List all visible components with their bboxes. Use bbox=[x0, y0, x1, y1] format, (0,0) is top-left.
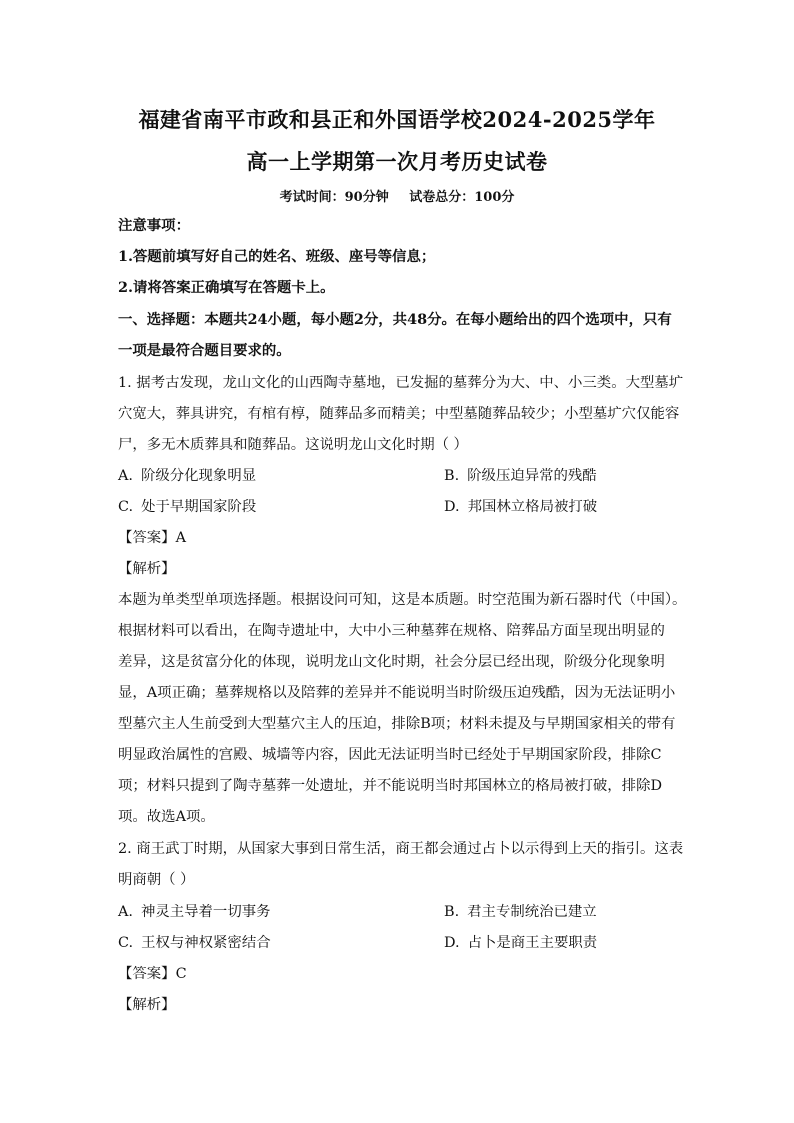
q1-analysis-heading: 【解析】 bbox=[118, 561, 176, 577]
option-label: B. bbox=[444, 468, 460, 484]
q1-stem-line: 1. 据考古发现，龙山文化的山西陶寺墓地，已发掘的墓葬分为大、中、小三类。大型墓圹 bbox=[118, 375, 684, 391]
exam-title-line2: 高一上学期第一次月考历史试卷 bbox=[246, 149, 548, 174]
section-heading-cont: 一项是最符合题目要求的。 bbox=[118, 342, 291, 359]
q2-option-a bbox=[118, 902, 271, 922]
q1-stem-line: 穴宽大，葬具讲究，有棺有椁，随葬品多而精美；中型墓随葬品较少；小型墓圹穴仅能容 bbox=[118, 406, 680, 422]
q1-analysis-line: 型墓穴主人生前受到大型墓穴主人的压迫，排除B项；材料未提及与早期国家相关的带有 bbox=[118, 716, 676, 732]
q2-stem-line: 2. 商王武丁时期，从国家大事到日常生活，商王都会通过占卜以示得到上天的指引。这表 bbox=[118, 841, 684, 857]
q2-answer: 【答案】C bbox=[118, 966, 187, 982]
exam-title-line1: 福建省南平市政和县正和外国语学校2024-2025学年 bbox=[138, 107, 656, 132]
q1-answer: 【答案】A bbox=[118, 530, 186, 546]
q1-option-a bbox=[118, 466, 256, 486]
option-label: D. bbox=[444, 935, 460, 951]
option-label: A. bbox=[118, 904, 133, 920]
q2-option-b bbox=[444, 902, 597, 922]
option-label: D. bbox=[444, 499, 460, 515]
option-text: 处于早期国家阶段 bbox=[141, 499, 257, 515]
option-text: 君主专制统治已建立 bbox=[467, 904, 597, 920]
q1-analysis-line: 显，A项正确；墓葬规格以及陪葬的差异并不能说明当时阶级压迫残酷，因为无法证明小 bbox=[118, 685, 676, 701]
option-text: 邦国林立格局被打破 bbox=[467, 499, 598, 515]
q1-stem-line: 尸，多无木质葬具和随葬品。这说明龙山文化时期（ ） bbox=[118, 437, 468, 453]
q1-analysis-line: 根据材料可以看出，在陶寺遗址中，大中小三种墓葬在规格、陪葬品方面呈现出明显的 bbox=[118, 623, 665, 639]
option-text: 阶级压迫异常的残酷 bbox=[467, 468, 597, 484]
notice-heading: 注意事项： bbox=[118, 217, 190, 234]
q1-analysis-line: 项；材料只提到了陶寺墓葬一处遗址，并不能说明当时邦国林立的格局被打破，排除D bbox=[118, 778, 662, 794]
q2-analysis-heading: 【解析】 bbox=[118, 997, 176, 1013]
exam-time: 考试时间：90分钟 bbox=[279, 190, 389, 205]
option-text: 阶级分化现象明显 bbox=[140, 468, 257, 484]
q2-stem-line: 明商朝（ ） bbox=[118, 872, 195, 888]
section-heading: 一、选择题：本题共24小题，每小题2分，共48分。在每小题给出的四个选项中，只有 bbox=[118, 311, 672, 328]
exam-meta bbox=[0, 186, 794, 205]
total-score: 试卷总分：100分 bbox=[409, 190, 515, 205]
q2-option-d bbox=[444, 933, 597, 953]
q1-option-b bbox=[444, 466, 597, 486]
q1-analysis-line: 本题为单类型单项选择题。根据设问可知，这是本质题。时空范围为新石器时代（中国）。 bbox=[118, 592, 687, 608]
q1-analysis-line: 差异，这是贫富分化的体现，说明龙山文化时期，社会分层已经出现，阶级分化现象明 bbox=[118, 654, 665, 670]
notice-item: 1.答题前填写好自己的姓名、班级、座号等信息； bbox=[118, 248, 436, 265]
q1-option-c bbox=[118, 497, 256, 517]
q1-analysis-line: 项。故选A项。 bbox=[118, 809, 215, 825]
option-text: 神灵主导着一切事务 bbox=[140, 904, 271, 920]
option-label: C. bbox=[118, 499, 134, 515]
option-text: 王权与神权紧密结合 bbox=[141, 935, 271, 951]
option-label: C. bbox=[118, 935, 134, 951]
option-label: B. bbox=[444, 904, 460, 920]
notice-item: 2.请将答案正确填写在答题卡上。 bbox=[118, 279, 335, 296]
option-text: 占卜是商王主要职责 bbox=[467, 935, 598, 951]
option-label: A. bbox=[118, 468, 133, 484]
q1-option-d bbox=[444, 497, 597, 517]
q1-analysis-line: 明显政治属性的宫殿、城墙等内容，因此无法证明当时已经处于早期国家阶段，排除C bbox=[118, 747, 662, 763]
q2-option-c bbox=[118, 933, 271, 953]
